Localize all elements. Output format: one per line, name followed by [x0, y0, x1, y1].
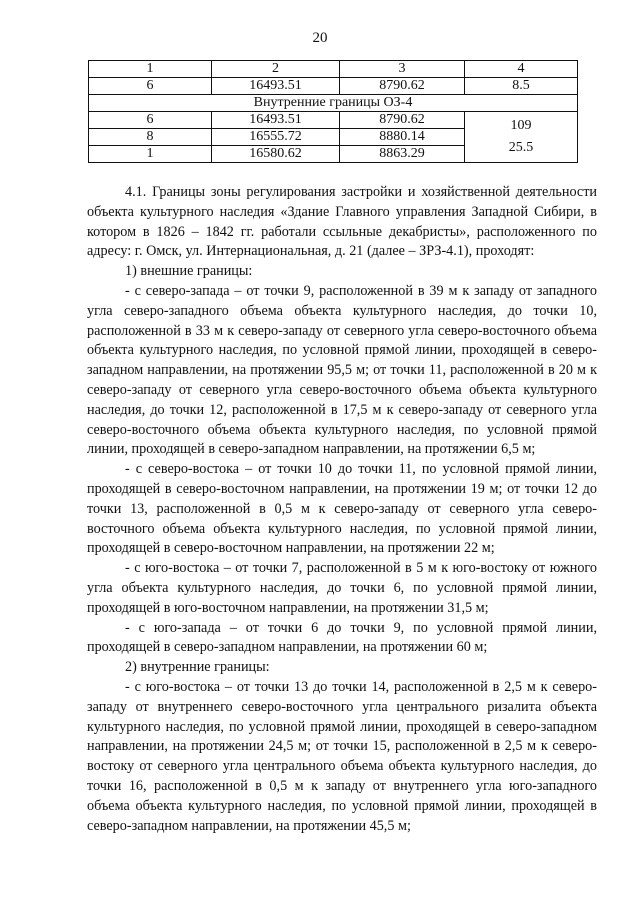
- paragraph: - с юго-востока – от точки 7, расположенной в 5 м к юго-востоку от южного угла объекта культурного наследия, до точки 6, по условной прямой линии, проходящей в юго-восточном направлении, на протяжении 31,5 м;: [87, 560, 597, 616]
- page-number: 20: [312, 30, 328, 46]
- merged-value: 109: [510, 118, 532, 133]
- table-cell: 16493.51: [212, 78, 340, 95]
- table-row: [89, 78, 578, 95]
- table-row: [89, 112, 578, 129]
- table-section-title: Внутренние границы ОЗ-4: [89, 95, 578, 112]
- table-cell: 8: [89, 129, 212, 146]
- table-header-cell: 3: [340, 61, 465, 78]
- table-header-cell: 2: [212, 61, 340, 78]
- document-body: [87, 183, 597, 836]
- table-cell: 16555.72: [212, 129, 340, 146]
- table-cell: 16493.51: [212, 112, 340, 129]
- table-section-row: [89, 95, 578, 112]
- table-header-row: [89, 61, 578, 78]
- table-cell: 8863.29: [340, 146, 465, 163]
- table-header-cell: 1: [89, 61, 212, 78]
- table-cell: 6: [89, 78, 212, 95]
- paragraph: - с юго-запада – от точки 6 до точки 9, по условной прямой линии, проходящей в северо-западном направлении, на протяжении 60 м;: [87, 619, 597, 656]
- paragraph: - с юго-востока – от точки 13 до точки 14, расположенной в 2,5 м к северо-западу от внутреннего северо-восточного угла центрального ризалита объекта культурного наследия, по условной прямой линии, проходящей в северо-западном направлении, на протяжении 24,5 м; от точки 15, расположенной в 2,5 м к северо-востоку от северного угла центрального объема объекта культурного наследия, до точки 16, расположенной в 0,5 м к западу от внутреннего угла юго-западного объема объекта культурного наследия, по условной прямой линии, проходящей в северо-западном направлении, на протяжении 45,5 м;: [87, 678, 597, 834]
- table-cell: 8790.62: [340, 112, 465, 129]
- coordinates-table: [88, 60, 578, 163]
- paragraph: - с северо-запада – от точки 9, расположенной в 39 м к западу от западного угла северо-западного объема объекта культурного наследия, до точки 10, расположенной в 33 м к северо-западу от северного угла северо-восточного объема объекта культурного наследия, по условной прямой линии, проходящей в северо-западном направлении, на протяжении 95,5 м; от точки 11, расположенной в 20 м к северо-западу от северного угла северо-восточного объема объекта культурного наследия, до точки 12, расположенной в 17,5 м к северо-западу от северного угла северо-восточного объема объекта культурного наследия, по условной прямой линии, проходящей в северо-западном направлении, на протяжении 6,5 м;: [87, 282, 597, 458]
- table-cell: 8880.14: [340, 129, 465, 146]
- table-header-cell: 4: [465, 61, 578, 78]
- table-cell: 16580.62: [212, 146, 340, 163]
- merged-value: 25.5: [508, 140, 534, 155]
- table-cell: 8790.62: [340, 78, 465, 95]
- table-cell: 6: [89, 112, 212, 129]
- paragraph: 4.1. Границы зоны регулирования застройки и хозяйственной деятельности объекта культурного наследия «Здание Главного управления Западной Сибири, в котором в 1826 – 1842 гг. работали ссыльные декабристы», расположенного по адресу: г. Омск, ул. Интернациональная, д. 21 (далее – ЗРЗ-4.1), проходят:: [87, 184, 597, 260]
- paragraph: 1) внешние границы:: [125, 263, 253, 280]
- paragraph: 2) внутренние границы:: [125, 659, 270, 676]
- table-merged-cell: [465, 112, 578, 163]
- table-cell: 8.5: [465, 78, 578, 95]
- table-cell: 1: [89, 146, 212, 163]
- paragraph: - с северо-востока – от точки 10 до точки 11, по условной прямой линии, проходящей в северо-восточном направлении, на протяжении 19 м; от точки 12 до точки 13, расположенной в 0,5 м к северо-западу от северного угла северо-восточного объема объекта культурного наследия, по условной прямой линии, проходящей в северо-восточном направлении, на протяжении 22 м;: [87, 461, 597, 557]
